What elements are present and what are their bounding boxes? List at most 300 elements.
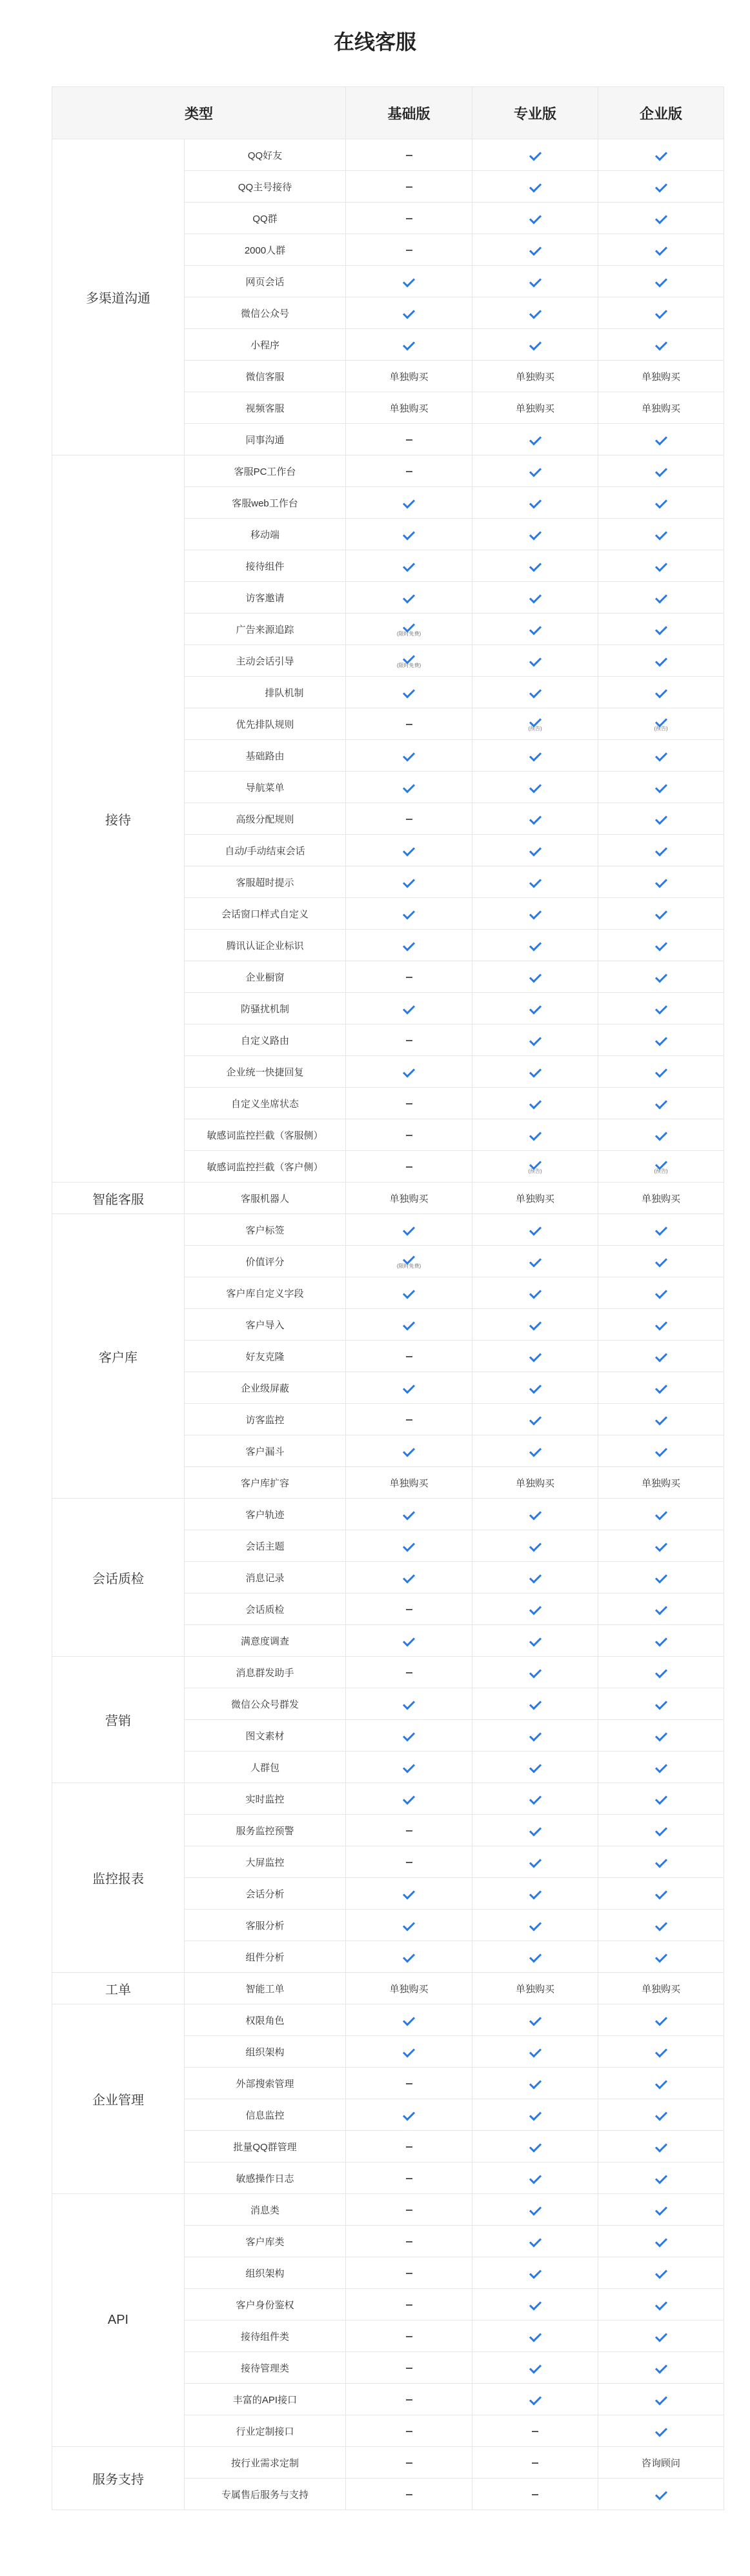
plan-cell-pro (472, 2099, 598, 2131)
check-icon (654, 1223, 667, 1235)
check-icon (403, 781, 415, 793)
check-icon (529, 2361, 541, 2373)
plan-cell-enterprise (598, 1752, 724, 1783)
check-icon (529, 2235, 541, 2247)
check-icon (529, 1381, 541, 1393)
feature-name: 客户库类 (185, 2226, 346, 2257)
check-icon (654, 2393, 667, 2405)
plan-cell-pro (472, 1562, 598, 1593)
availability (656, 1040, 667, 1043)
check-icon (529, 212, 541, 224)
plan-cell-basic (346, 2447, 472, 2479)
feature-name: 满意度调查 (185, 1625, 346, 1657)
feature-name: 客户身份鉴权 (185, 2289, 346, 2321)
plan-cell-enterprise (598, 2384, 724, 2415)
plan-cell-enterprise (598, 2004, 724, 2036)
availability (656, 787, 667, 790)
cell-text: 单独购买 (642, 1193, 681, 1204)
plan-cell-basic (346, 1688, 472, 1720)
availability (656, 882, 667, 885)
check-icon (529, 1413, 541, 1425)
availability (530, 1862, 541, 1865)
check-icon (403, 1697, 415, 1710)
check-icon (654, 812, 667, 824)
cell-text: 单独购买 (642, 371, 681, 383)
plan-cell-enterprise (598, 1593, 724, 1625)
plan-cell-pro (472, 835, 598, 866)
check-icon (654, 2203, 667, 2215)
plan-cell-basic (346, 1309, 472, 1341)
check-icon (654, 243, 667, 255)
availability (530, 1072, 541, 1075)
check-icon (654, 1255, 667, 1267)
plan-cell-basic (346, 1846, 472, 1878)
plan-cell-basic (346, 1467, 472, 1499)
cell-text: 单独购买 (516, 371, 555, 383)
check-icon (654, 1634, 667, 1646)
availability (530, 1103, 541, 1106)
plan-cell-pro (472, 2289, 598, 2321)
cell-note: (限时免费) (396, 1263, 421, 1269)
availability (403, 313, 414, 316)
check-icon (529, 1508, 541, 1520)
check-icon (654, 338, 667, 350)
plan-cell-pro (472, 898, 598, 930)
table-row (52, 2004, 724, 2036)
availability (656, 1324, 667, 1328)
availability (654, 1164, 667, 1175)
check-icon (403, 2045, 415, 2057)
plan-cell-enterprise (598, 1056, 724, 1088)
check-icon (529, 2266, 541, 2279)
dash-icon (406, 1419, 412, 1421)
plan-cell-enterprise (598, 424, 724, 455)
check-icon (529, 1128, 541, 1141)
availability (656, 1641, 667, 1644)
availability (403, 503, 414, 506)
plan-cell-enterprise (598, 1815, 724, 1846)
plan-cell-enterprise (598, 1783, 724, 1815)
plan-cell-basic (346, 2257, 472, 2289)
plan-cell-enterprise (598, 1309, 724, 1341)
plan-cell-enterprise (598, 993, 724, 1024)
availability (656, 1008, 667, 1012)
dash-icon (406, 2399, 412, 2401)
check-icon (403, 1571, 415, 1583)
availability (656, 2368, 667, 2371)
check-icon (403, 1729, 415, 1741)
plan-cell-enterprise (598, 1562, 724, 1593)
check-icon (529, 1539, 541, 1552)
availability (656, 1261, 667, 1264)
plan-cell-basic (346, 993, 472, 1024)
availability (530, 850, 541, 854)
check-icon (529, 2140, 541, 2152)
availability (530, 2241, 541, 2244)
availability (397, 626, 421, 637)
check-icon (403, 907, 415, 919)
plan-cell-enterprise (598, 1024, 724, 1056)
check-icon (529, 2077, 541, 2089)
check-icon (654, 1097, 667, 1109)
check-icon (654, 591, 667, 603)
availability (403, 1546, 414, 1549)
plan-cell-pro (472, 961, 598, 993)
availability (403, 914, 414, 917)
availability (530, 1324, 541, 1328)
feature-name: 接待组件类 (185, 2321, 346, 2352)
dash-icon (406, 2368, 412, 2369)
availability (403, 1925, 414, 1928)
availability (530, 2273, 541, 2276)
plan-cell-pro (472, 708, 598, 740)
check-icon (529, 2172, 541, 2184)
check-icon (654, 1919, 667, 1931)
plan-cell-pro (472, 234, 598, 266)
plan-cell-enterprise (598, 139, 724, 171)
check-icon (403, 1223, 415, 1235)
dash-icon (406, 2336, 412, 2337)
availability (403, 344, 414, 348)
availability (403, 566, 414, 569)
plan-cell-basic (346, 487, 472, 519)
check-icon (654, 2266, 667, 2279)
dash-icon (406, 471, 412, 472)
plan-cell-basic (346, 708, 472, 740)
plan-cell-basic (346, 1246, 472, 1277)
plan-cell-enterprise (598, 2289, 724, 2321)
availability (530, 2368, 541, 2371)
feature-name: 会话质检 (185, 1593, 346, 1625)
feature-name: 客户轨迹 (185, 1499, 346, 1530)
check-icon (529, 2298, 541, 2310)
check-icon (403, 275, 415, 287)
plan-cell-basic (346, 455, 472, 487)
plan-cell-pro (472, 772, 598, 803)
feature-name: 自定义坐席状态 (185, 1088, 346, 1119)
plan-cell-pro (472, 392, 598, 424)
plan-cell-enterprise (598, 677, 724, 708)
plan-cell-basic (346, 361, 472, 392)
plan-cell-enterprise (598, 455, 724, 487)
check-icon (529, 1761, 541, 1773)
dash-icon (406, 1103, 412, 1104)
plan-cell-enterprise (598, 1246, 724, 1277)
availability (656, 471, 667, 474)
availability (656, 629, 667, 632)
check-icon (654, 844, 667, 856)
feature-name: 人群包 (185, 1752, 346, 1783)
plan-cell-basic (346, 2289, 472, 2321)
check-icon (403, 1950, 415, 1962)
dash-icon (406, 2178, 412, 2179)
plan-cell-enterprise (598, 2099, 724, 2131)
availability (530, 914, 541, 917)
check-icon (654, 212, 667, 224)
plan-cell-basic (346, 2068, 472, 2099)
feature-name: 客户导入 (185, 1309, 346, 1341)
feature-name: 移动端 (185, 519, 346, 550)
table-row (52, 1214, 724, 1246)
check-icon (403, 1539, 415, 1552)
plan-cell-enterprise (598, 234, 724, 266)
check-icon (529, 1950, 541, 1962)
plan-cell-pro (472, 1910, 598, 1941)
plan-cell-enterprise (598, 930, 724, 961)
plan-cell-basic (346, 1910, 472, 1941)
header-pro: 专业版 (472, 87, 598, 139)
feature-name: 图文素材 (185, 1720, 346, 1752)
header-type: 类型 (52, 87, 346, 139)
check-icon (654, 1318, 667, 1330)
plan-cell-basic (346, 329, 472, 361)
check-icon (529, 1697, 541, 1710)
availability (656, 2494, 667, 2497)
check-icon (654, 970, 667, 983)
plan-cell-pro (472, 297, 598, 329)
availability (530, 1040, 541, 1043)
plan-cell-basic (346, 1625, 472, 1657)
check-icon (403, 528, 415, 540)
availability (530, 471, 541, 474)
plan-cell-pro (472, 2131, 598, 2162)
check-icon (529, 591, 541, 603)
check-icon (529, 623, 541, 635)
plan-cell-pro (472, 487, 598, 519)
check-icon (403, 591, 415, 603)
plan-cell-basic (346, 930, 472, 961)
plan-cell-pro (472, 582, 598, 614)
cell-note: (预告) (654, 1168, 668, 1174)
check-icon (654, 464, 667, 477)
availability (656, 1609, 667, 1612)
dash-icon (406, 1609, 412, 1610)
plan-cell-pro (472, 2257, 598, 2289)
check-icon (654, 1033, 667, 1046)
plan-cell-basic (346, 1404, 472, 1435)
check-icon (529, 2108, 541, 2121)
availability (656, 755, 667, 759)
check-icon (403, 1508, 415, 1520)
plan-cell-enterprise (598, 1657, 724, 1688)
plan-cell-basic (346, 1372, 472, 1404)
availability (403, 597, 414, 601)
table-row (52, 1183, 724, 1214)
check-icon (529, 1855, 541, 1868)
feature-name: 客服web工作台 (185, 487, 346, 519)
availability (656, 439, 667, 443)
feature-name: 客户标签 (185, 1214, 346, 1246)
plan-cell-enterprise (598, 487, 724, 519)
availability (530, 534, 541, 537)
availability (656, 250, 667, 253)
check-icon (654, 1697, 667, 1710)
check-icon (529, 243, 541, 255)
plan-cell-basic (346, 2099, 472, 2131)
plan-cell-enterprise (598, 740, 724, 772)
plan-cell-pro (472, 803, 598, 835)
feature-name: 权限角色 (185, 2004, 346, 2036)
check-icon (654, 306, 667, 319)
availability (656, 661, 667, 664)
check-icon (403, 1761, 415, 1773)
feature-name: 微信客服 (185, 361, 346, 392)
cell-text: 咨询顾问 (642, 2457, 681, 2469)
dash-icon (406, 2210, 412, 2211)
availability (656, 819, 667, 822)
check-icon (529, 1729, 541, 1741)
plan-cell-enterprise (598, 2447, 724, 2479)
check-icon (529, 749, 541, 761)
availability (656, 1451, 667, 1454)
availability (654, 721, 667, 732)
availability (656, 1735, 667, 1739)
plan-cell-enterprise (598, 1846, 724, 1878)
check-icon (529, 939, 541, 951)
availability (530, 250, 541, 253)
check-icon (403, 496, 415, 508)
category-cell: API (52, 2194, 185, 2447)
plan-cell-enterprise (598, 1341, 724, 1372)
feature-name: 价值评分 (185, 1246, 346, 1277)
check-icon (529, 1571, 541, 1583)
feature-name: 大屏监控 (185, 1846, 346, 1878)
category-cell: 监控报表 (52, 1783, 185, 1973)
availability (656, 692, 667, 695)
availability (530, 1546, 541, 1549)
plan-cell-pro (472, 2162, 598, 2194)
check-icon (403, 844, 415, 856)
check-icon (654, 2361, 667, 2373)
plan-cell-basic (346, 582, 472, 614)
availability (656, 566, 667, 569)
plan-cell-basic (346, 1720, 472, 1752)
check-icon (654, 1761, 667, 1773)
check-icon (403, 1286, 415, 1299)
availability (403, 1799, 414, 1802)
availability (656, 2083, 667, 2086)
plan-cell-enterprise (598, 2479, 724, 2510)
availability (656, 1862, 667, 1865)
availability (530, 945, 541, 948)
check-icon (403, 1792, 415, 1804)
plan-cell-pro (472, 993, 598, 1024)
plan-cell-enterprise (598, 866, 724, 898)
table-row (52, 2447, 724, 2479)
feature-name: 腾讯认证企业标识 (185, 930, 346, 961)
check-icon (529, 148, 541, 161)
feature-name: 主动会话引导 (185, 645, 346, 677)
plan-cell-pro (472, 866, 598, 898)
plan-cell-pro (472, 1246, 598, 1277)
availability (530, 2083, 541, 2086)
availability (656, 1672, 667, 1675)
check-icon (654, 2045, 667, 2057)
plan-cell-enterprise (598, 2226, 724, 2257)
page-title: 在线客服 (333, 30, 416, 54)
feature-name: 访客监控 (185, 1404, 346, 1435)
feature-name: 优先排队规则 (185, 708, 346, 740)
feature-name: 实时监控 (185, 1783, 346, 1815)
availability (403, 281, 414, 285)
category-cell: 接待 (52, 455, 185, 1183)
check-icon (403, 749, 415, 761)
feature-name: 访客邀请 (185, 582, 346, 614)
check-icon (529, 812, 541, 824)
availability (656, 1830, 667, 1833)
check-icon (654, 1350, 667, 1362)
feature-name: 同事沟通 (185, 424, 346, 455)
availability (656, 2304, 667, 2308)
plan-cell-enterprise (598, 1151, 724, 1183)
availability (403, 1514, 414, 1517)
check-icon (403, 686, 415, 698)
availability (656, 2210, 667, 2213)
feature-name: 企业橱窗 (185, 961, 346, 993)
plan-cell-pro (472, 1309, 598, 1341)
plan-cell-enterprise (598, 1530, 724, 1562)
availability (530, 1704, 541, 1707)
feature-name: 好友克隆 (185, 1341, 346, 1372)
availability (656, 945, 667, 948)
check-icon (403, 1381, 415, 1393)
availability (530, 1230, 541, 1233)
plan-cell-pro (472, 266, 598, 297)
plan-cell-enterprise (598, 645, 724, 677)
plan-cell-basic (346, 2036, 472, 2068)
feature-name: 小程序 (185, 329, 346, 361)
availability (530, 2210, 541, 2213)
plan-cell-enterprise (598, 1688, 724, 1720)
feature-name: 客服PC工作台 (185, 455, 346, 487)
check-icon (654, 1444, 667, 1457)
check-icon (529, 2330, 541, 2342)
plan-cell-basic (346, 1530, 472, 1562)
feature-name: 外部搜索管理 (185, 2068, 346, 2099)
plan-cell-enterprise (598, 519, 724, 550)
plan-cell-enterprise (598, 297, 724, 329)
plan-cell-enterprise (598, 1183, 724, 1214)
availability (530, 344, 541, 348)
availability (656, 597, 667, 601)
check-icon (529, 2393, 541, 2405)
plan-cell-enterprise (598, 2162, 724, 2194)
availability (530, 1008, 541, 1012)
table-row (52, 455, 724, 487)
plan-cell-basic (346, 139, 472, 171)
availability (530, 977, 541, 980)
plan-cell-basic (346, 550, 472, 582)
check-icon (654, 749, 667, 761)
availability (530, 1957, 541, 1960)
availability (403, 945, 414, 948)
check-icon (403, 338, 415, 350)
plan-cell-pro (472, 2352, 598, 2384)
plan-cell-enterprise (598, 1720, 724, 1752)
plan-cell-pro (472, 2415, 598, 2447)
check-icon (654, 939, 667, 951)
plan-cell-enterprise (598, 2131, 724, 2162)
plan-cell-basic (346, 1214, 472, 1246)
plan-cell-pro (472, 1214, 598, 1246)
availability (656, 155, 667, 158)
feature-name: 行业定制接口 (185, 2415, 346, 2447)
availability (530, 1893, 541, 1897)
availability (656, 1514, 667, 1517)
dash-icon (406, 2241, 412, 2242)
feature-name: 会话分析 (185, 1878, 346, 1910)
plan-cell-basic (346, 519, 472, 550)
